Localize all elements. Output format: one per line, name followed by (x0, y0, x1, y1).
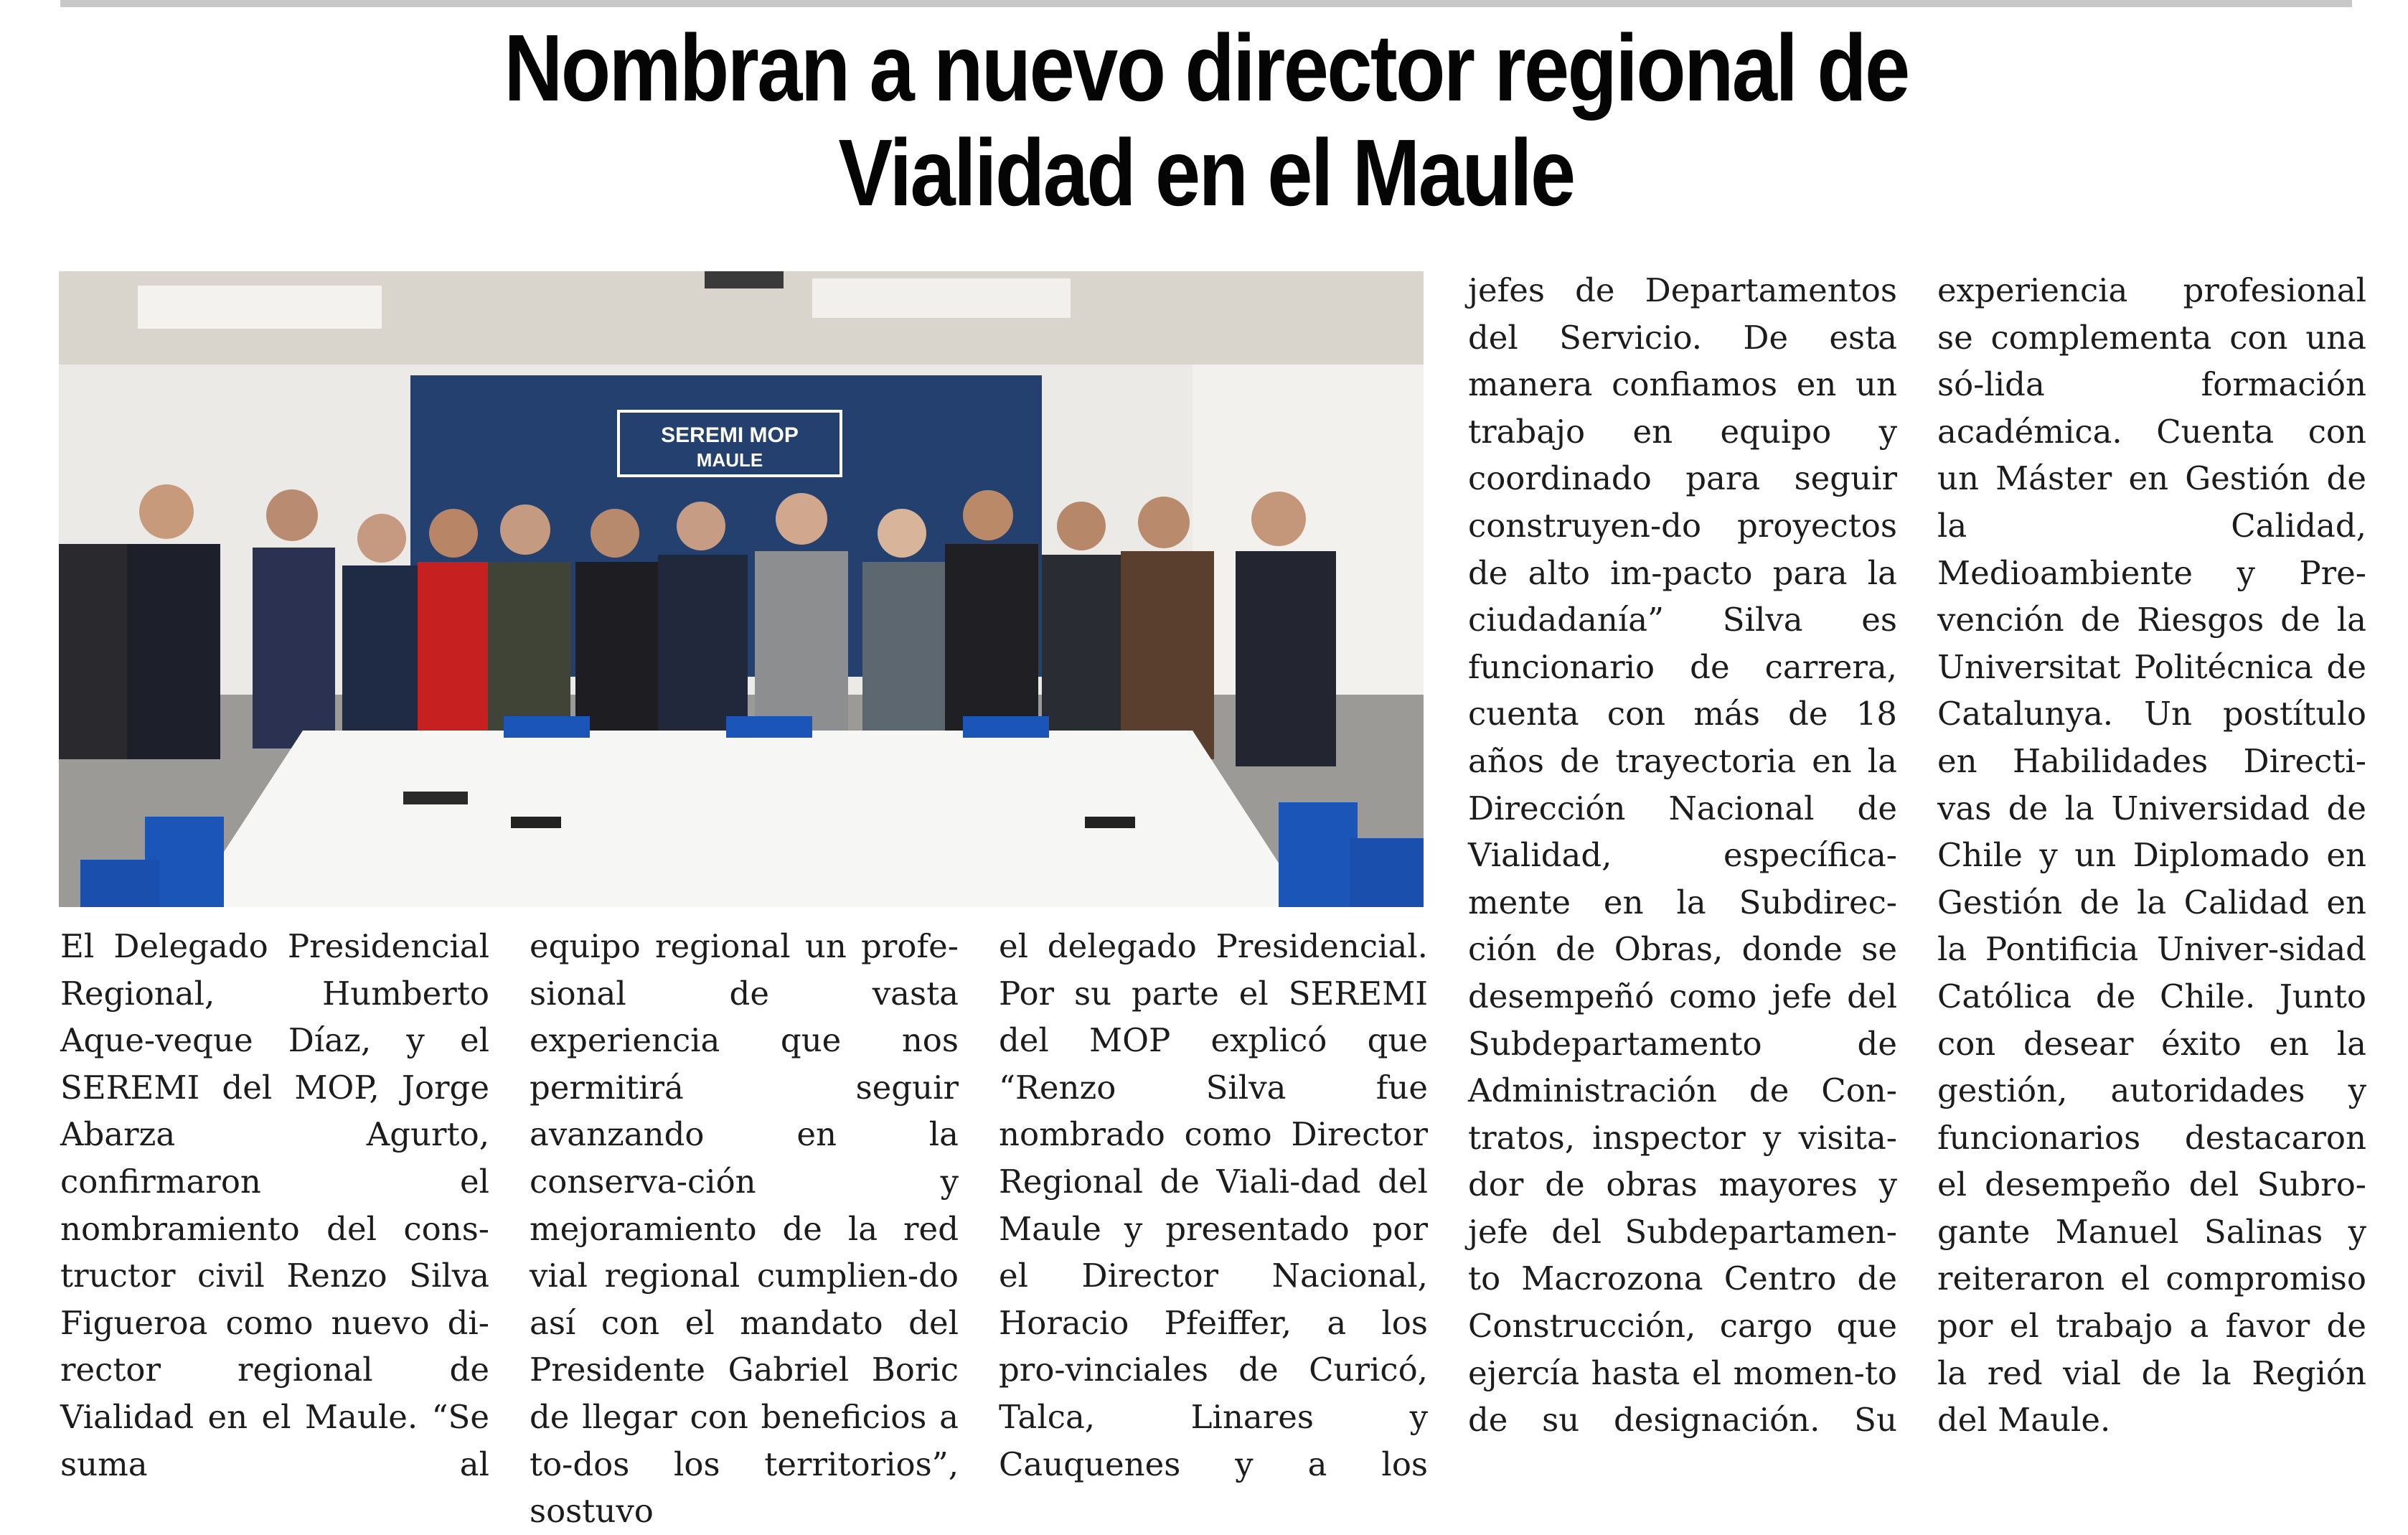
headline-line-1: Nombran a nuevo director regional de (504, 15, 1909, 121)
article-column-4: jefes de Departamentos del Servicio. De esta manera confiamos en un trabajo en equipo y coordinado para seguir construyen-do proyectos de alto im-pacto para la ciudadanía” Silva es funcionario de carrera, cuenta con más de 18 años de trayectoria en la Dirección Nacional de Vialidad, específica-mente en la Subdirec-ción de Obras, donde se desempeñó como jefe del Subdepartamento de Administración de Con-tratos, inspector y visita-dor de obras mayores y jefe del Subdepartamen-to Macrozona Centro de Construcción, cargo que ejercía hasta el momen-to de su designación. Su (1468, 271, 1897, 1440)
group-photo-illustration (59, 271, 1424, 907)
article-column-2: equipo regional un profe-sional de vasta experiencia que nos permitirá seguir avanzando en la conserva-ción y mejoramiento de la red vial regional cumplien-do así con el mandato del Presidente Gabriel Boric de llegar con beneficios a to-dos los territorios”, sostuvo (530, 927, 959, 1531)
headline (221, 16, 2192, 225)
article-column-5: experiencia profesional se complementa con una só-lida formación académica. Cuenta con un Máster en Gestión de la Calidad, Medioambiente y Pre-vención de Riesgos de la Universitat Politécnica de Catalunya. Un postítulo en Habilidades Directi-vas de la Universidad de Chile y un Diplomado en Gestión de la Calidad en la Pontificia Univer-sidad Católica de Chile. Junto con desear éxito en la gestión, autoridades y funcionarios destacaron el desempeño del Subro-gante Manuel Salinas y reiteraron el compromiso por el trabajo a favor de la red vial de la Región del Maule. (1937, 271, 2366, 1440)
banner-text-1: SEREMI MOP (661, 423, 799, 447)
top-rule (60, 0, 2352, 7)
article-column-3: el delegado Presidencial. Por su parte el SEREMI del MOP explicó que “Renzo Silva fue nombrado como Director Regional de Viali-dad del Maule y presentado por el Director Nacional, Horacio Pfeiffer, a los pro-vinciales de Curicó, Talca, Linares y Cauquenes y a los (999, 927, 1428, 1483)
article-photo (59, 271, 1424, 907)
headline-line-2: Vialidad en el Maule (838, 120, 1574, 225)
banner-text-2: MAULE (696, 449, 763, 471)
article-column-1: El Delegado Presidencial Regional, Humberto Aque-veque Díaz, y el SEREMI del MOP, Jorge Abarza Agurto, confirmaron el nombramiento del cons-tructor civil Renzo Silva Figueroa como nuevo di-rector regional de Vialidad en el Maule. “Se suma al (60, 927, 489, 1483)
